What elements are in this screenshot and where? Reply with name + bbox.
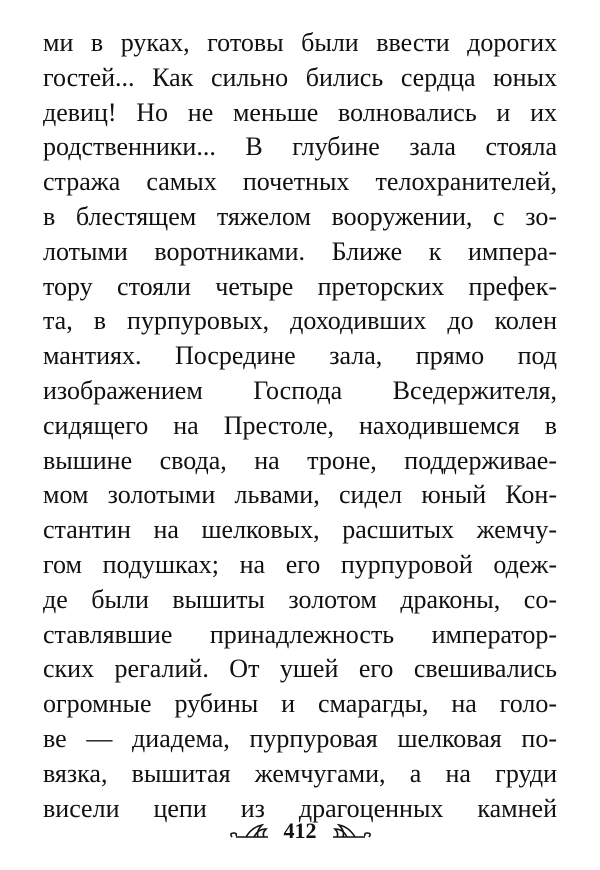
text-line: гостей... Как сильно бились сердца юных [43,62,557,92]
page-footer [0,818,600,844]
text-line: стантин на шелковых, расшитых жемчу- [43,515,557,545]
text-line: лотыми воротниками. Ближе к импера- [43,236,557,266]
text-line: ми в руках, готовы были ввести дорогих [43,28,557,57]
text-line: мом золотыми львами, сидел юный Кон- [43,480,557,510]
text-line: де были вышиты золотом драконы, со- [43,584,557,614]
text-line: ве — диадема, пурпуровая шелковая по- [43,723,557,753]
text-line: гом подушках; на его пурпуровой одеж- [43,549,557,579]
text-line: вышине свода, на троне, поддерживае- [43,445,557,475]
text-line: мантиях. Посредине зала, прямо под [43,341,557,371]
text-line: ских регалий. От ушей его свешивались [43,654,557,684]
left-flourish-icon [228,821,274,841]
text-line: девиц! Но не меньше волновались и их [43,97,557,127]
page-number: 412 [283,818,317,843]
text-line: сидящего на Престоле, находившемся в [43,410,557,440]
text-line: огромные рубины и смарагды, на голо- [43,689,557,719]
text-line: стража самых почетных телохранителей, [43,167,557,197]
body-text [43,26,557,826]
text-line: та, в пурпуровых, доходивших до колен [43,306,557,336]
text-line: висели цепи из драгоценных камней [43,793,557,823]
text-line: ставлявшие принадлежность император- [43,619,557,649]
text-line: вязка, вышитая жемчугами, а на груди [43,758,557,788]
text-line: родственники... В глубине зала стояла [43,132,557,162]
text-line: в блестящем тяжелом вооружении, с зо- [43,201,557,231]
right-flourish-icon [327,821,373,841]
text-line: тору стояли четыре преторских префек- [43,271,557,301]
text-line: изображением Господа Вседержителя, [43,375,557,405]
